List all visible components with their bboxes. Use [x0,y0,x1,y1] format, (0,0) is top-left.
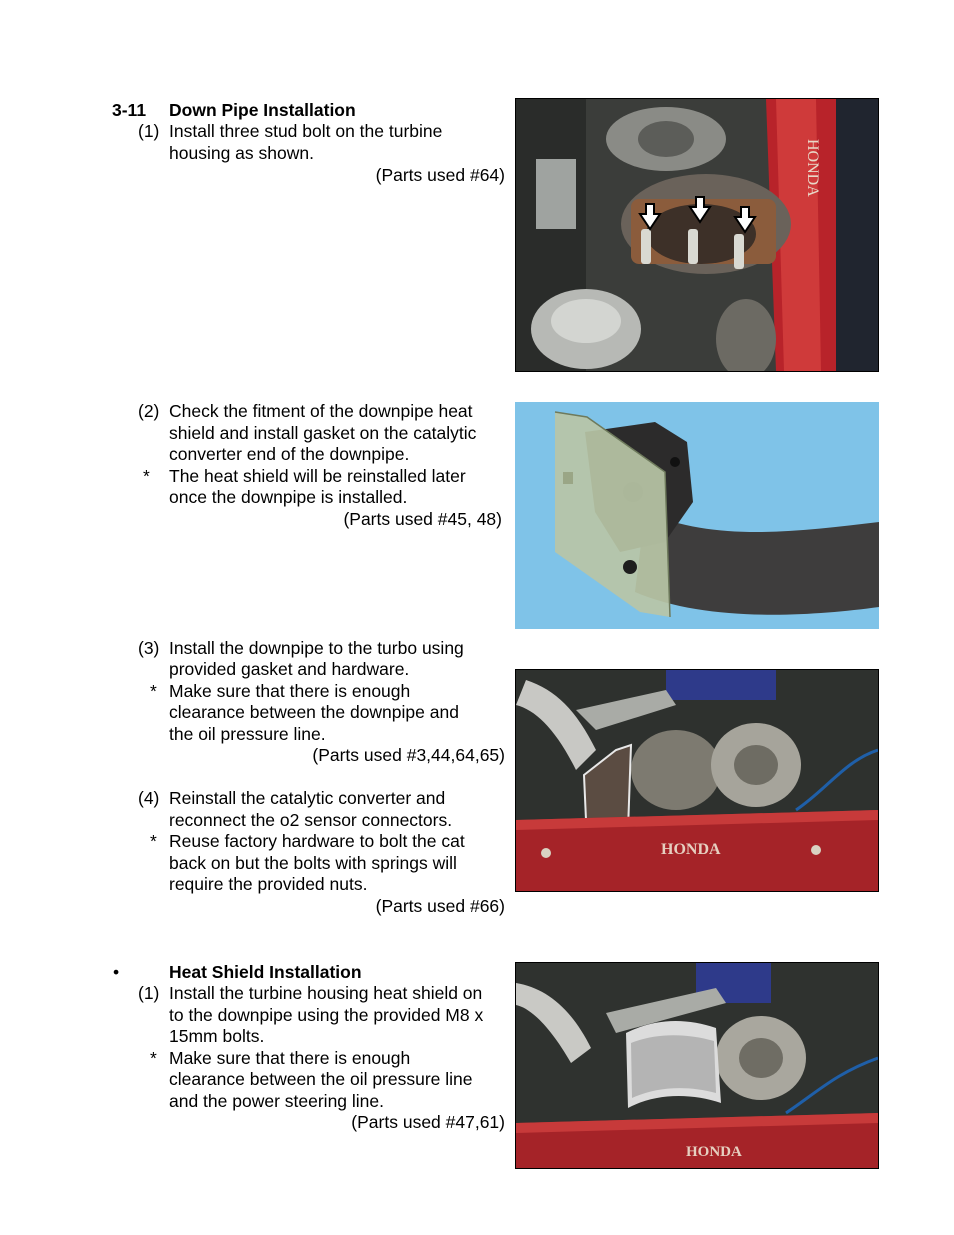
step-text-line: Install the downpipe to the turbo using [169,638,464,658]
step-text-line: reconnect the o2 sensor connectors. [169,810,453,830]
step-text-line: housing as shown. [169,143,314,163]
note-asterisk: * [150,831,157,851]
parts-used: (Parts used #47,61) [351,1112,505,1132]
step-text-line: Install three stud bolt on the turbine [169,121,443,141]
step-number: (2) [138,401,160,421]
note-text-line: clearance between the downpipe and [169,702,459,722]
step-text-line: provided gasket and hardware. [169,659,410,679]
note-asterisk: * [150,681,157,701]
illustration-downpipe-heat-shield [515,402,879,629]
step-text-line: to the downpipe using the provided M8 x [169,1005,484,1025]
note-text-line: Make sure that there is enough [169,1048,411,1068]
parts-used: (Parts used #45, 48) [343,509,502,529]
bullet: • [113,962,120,982]
photo-turbine-studs [515,98,879,372]
step-number: (1) [138,983,160,1003]
parts-used: (Parts used #66) [375,896,505,916]
note-text-line: The heat shield will be reinstalled later [169,466,466,486]
section-number: 3-11 [112,100,147,120]
parts-used: (Parts used #64) [375,165,505,185]
step-text-line: Install the turbine housing heat shield on [169,983,483,1003]
subsection-title: Heat Shield Installation [169,962,362,982]
photo-brand-text: HONDA [804,139,821,197]
step-text-line: 15mm bolts. [169,1026,265,1046]
step-number: (4) [138,788,160,808]
note-text-line: clearance between the oil pressure line [169,1069,473,1089]
note-text-line: Make sure that there is enough [169,681,411,701]
note-text-line: and the power steering line. [169,1091,384,1111]
note-text-line: back on but the bolts with springs will [169,853,457,873]
note-asterisk: * [143,466,150,486]
note-asterisk: * [150,1048,157,1068]
photo-downpipe-installed [515,669,879,892]
note-text-line: require the provided nuts. [169,874,368,894]
note-text-line: once the downpipe is installed. [169,487,408,507]
note-text-line: Reuse factory hardware to bolt the cat [169,831,465,851]
step-text-line: shield and install gasket on the catalytic [169,423,477,443]
step-text-line: Check the fitment of the downpipe heat [169,401,473,421]
step-number: (3) [138,638,160,658]
photo-heat-shield-installed [515,962,879,1169]
step-text-line: converter end of the downpipe. [169,444,410,464]
parts-used: (Parts used #3,44,64,65) [312,745,505,765]
photo-brand-text: HONDA [686,1144,742,1160]
note-text-line: the oil pressure line. [169,724,326,744]
step-number: (1) [138,121,160,141]
section-title: Down Pipe Installation [169,100,356,120]
step-text-line: Reinstall the catalytic converter and [169,788,446,808]
photo-brand-text: HONDA [661,841,721,858]
